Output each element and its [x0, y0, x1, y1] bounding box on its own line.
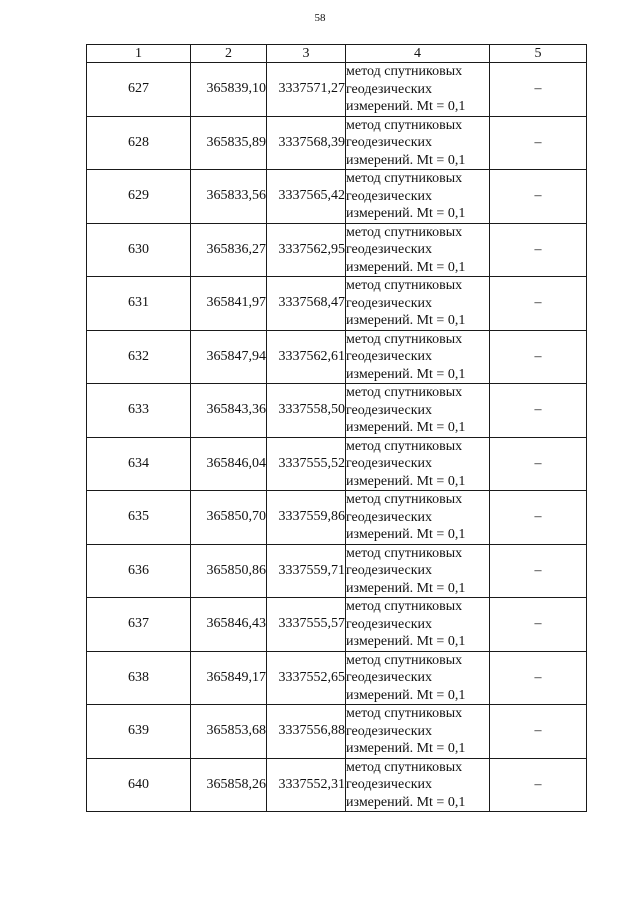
table-row: [87, 544, 587, 598]
error-cell: –: [490, 330, 587, 384]
y-coordinate-cell: 3337555,52: [267, 437, 346, 491]
x-coordinate-cell: 365841,97: [191, 277, 267, 331]
method-line: метод спутниковых: [346, 438, 463, 454]
point-number-cell: 639: [87, 705, 191, 759]
x-coordinate-cell: 365846,04: [191, 437, 267, 491]
point-number-cell: 635: [87, 491, 191, 545]
method-line: геодезических: [346, 563, 433, 578]
table-row: [87, 705, 587, 759]
y-coordinate-cell: 3337562,95: [267, 223, 346, 277]
point-number-cell: 633: [87, 384, 191, 438]
method-line: геодезических: [346, 777, 433, 792]
method-line: измерений. Mt = 0,1: [346, 473, 466, 489]
method-line: геодезических: [346, 616, 433, 632]
y-coordinate-cell: 3337558,50: [267, 384, 346, 438]
point-number-cell: 640: [87, 758, 191, 812]
method-line: метод спутниковых: [346, 331, 463, 347]
point-number-cell: 629: [87, 170, 191, 224]
method-line: измерений. Mt = 0,1: [346, 366, 466, 382]
method-line: геодезических: [346, 402, 433, 418]
method-line: метод спутниковых: [346, 117, 463, 133]
method-line: геодезических: [346, 723, 433, 739]
method-line: геодезических: [346, 242, 433, 257]
table-row: [87, 277, 587, 331]
x-coordinate-cell: 365835,89: [191, 116, 267, 170]
error-cell: –: [490, 705, 587, 759]
x-coordinate-cell: 365847,94: [191, 330, 267, 384]
method-line: геодезических: [346, 135, 433, 150]
x-coordinate-cell: 365850,86: [191, 544, 267, 598]
method-line: метод спутниковых: [346, 492, 463, 507]
table-row: [87, 437, 587, 491]
point-number-cell: 632: [87, 330, 191, 384]
point-number-cell: 627: [87, 63, 191, 117]
point-number-cell: 638: [87, 651, 191, 705]
method-line: геодезических: [346, 295, 433, 311]
method-cell: [346, 758, 490, 812]
method-line: метод спутниковых: [346, 599, 463, 614]
y-coordinate-cell: 3337568,47: [267, 277, 346, 331]
error-cell: –: [490, 437, 587, 491]
error-cell: –: [490, 544, 587, 598]
y-coordinate-cell: 3337568,39: [267, 116, 346, 170]
method-line: метод спутниковых: [346, 64, 463, 79]
method-cell: [346, 651, 490, 705]
method-cell: [346, 544, 490, 598]
x-coordinate-cell: 365849,17: [191, 651, 267, 705]
method-line: измерений. Mt = 0,1: [346, 420, 466, 435]
method-line: геодезических: [346, 81, 433, 97]
header-col-1: 1: [87, 45, 191, 63]
method-line: метод спутниковых: [346, 385, 463, 400]
table-header-row: [87, 45, 587, 63]
method-cell: [346, 705, 490, 759]
header-col-3: 3: [267, 45, 346, 63]
error-cell: –: [490, 223, 587, 277]
method-line: геодезических: [346, 456, 433, 471]
error-cell: –: [490, 277, 587, 331]
method-line: измерений. Mt = 0,1: [346, 634, 466, 649]
x-coordinate-cell: 365850,70: [191, 491, 267, 545]
method-cell: [346, 223, 490, 277]
x-coordinate-cell: 365833,56: [191, 170, 267, 224]
table-row: [87, 598, 587, 652]
method-line: измерений. Mt = 0,1: [346, 259, 466, 275]
error-cell: –: [490, 384, 587, 438]
method-line: измерений. Mt = 0,1: [346, 580, 466, 596]
y-coordinate-cell: 3337562,61: [267, 330, 346, 384]
y-coordinate-cell: 3337555,57: [267, 598, 346, 652]
error-cell: –: [490, 651, 587, 705]
point-number-cell: 636: [87, 544, 191, 598]
x-coordinate-cell: 365858,26: [191, 758, 267, 812]
method-line: измерений. Mt = 0,1: [346, 687, 466, 703]
error-cell: –: [490, 758, 587, 812]
method-cell: [346, 437, 490, 491]
method-cell: [346, 384, 490, 438]
table-row: [87, 116, 587, 170]
table-row: [87, 170, 587, 224]
method-cell: [346, 330, 490, 384]
method-line: измерений. Mt = 0,1: [346, 313, 466, 328]
y-coordinate-cell: 3337565,42: [267, 170, 346, 224]
table-row: [87, 384, 587, 438]
point-number-cell: 628: [87, 116, 191, 170]
header-col-2: 2: [191, 45, 267, 63]
method-line: метод спутниковых: [346, 706, 463, 721]
method-cell: [346, 170, 490, 224]
table-row: [87, 223, 587, 277]
point-number-cell: 631: [87, 277, 191, 331]
method-line: геодезических: [346, 349, 433, 364]
y-coordinate-cell: 3337552,31: [267, 758, 346, 812]
y-coordinate-cell: 3337571,27: [267, 63, 346, 117]
table-row: [87, 651, 587, 705]
method-line: измерений. Mt = 0,1: [346, 527, 466, 542]
method-line: геодезических: [346, 670, 433, 685]
point-number-cell: 630: [87, 223, 191, 277]
method-line: измерений. Mt = 0,1: [346, 99, 466, 114]
y-coordinate-cell: 3337556,88: [267, 705, 346, 759]
point-number-cell: 634: [87, 437, 191, 491]
error-cell: –: [490, 63, 587, 117]
error-cell: –: [490, 116, 587, 170]
method-line: геодезических: [346, 188, 433, 204]
header-col-5: 5: [490, 45, 587, 63]
page-number: 58: [314, 12, 326, 24]
method-cell: [346, 116, 490, 170]
x-coordinate-cell: 365846,43: [191, 598, 267, 652]
table-row: [87, 63, 587, 117]
method-line: измерений. Mt = 0,1: [346, 741, 466, 756]
x-coordinate-cell: 365836,27: [191, 223, 267, 277]
method-line: измерений. Mt = 0,1: [346, 206, 466, 221]
method-cell: [346, 63, 490, 117]
method-cell: [346, 277, 490, 331]
x-coordinate-cell: 365839,10: [191, 63, 267, 117]
error-cell: –: [490, 170, 587, 224]
method-line: геодезических: [346, 509, 433, 525]
header-col-4: 4: [346, 45, 490, 63]
point-number-cell: 637: [87, 598, 191, 652]
table-row: [87, 758, 587, 812]
table-row: [87, 330, 587, 384]
method-cell: [346, 598, 490, 652]
y-coordinate-cell: 3337552,65: [267, 651, 346, 705]
method-line: измерений. Mt = 0,1: [346, 152, 466, 168]
method-line: измерений. Mt = 0,1: [346, 794, 466, 810]
method-line: метод спутниковых: [346, 759, 463, 775]
method-line: метод спутниковых: [346, 545, 463, 561]
y-coordinate-cell: 3337559,86: [267, 491, 346, 545]
error-cell: –: [490, 491, 587, 545]
x-coordinate-cell: 365843,36: [191, 384, 267, 438]
method-line: метод спутниковых: [346, 171, 463, 186]
table-row: [87, 491, 587, 545]
error-cell: –: [490, 598, 587, 652]
method-line: метод спутниковых: [346, 224, 463, 240]
method-line: метод спутниковых: [346, 278, 463, 293]
method-cell: [346, 491, 490, 545]
coordinates-table: [86, 44, 587, 812]
y-coordinate-cell: 3337559,71: [267, 544, 346, 598]
x-coordinate-cell: 365853,68: [191, 705, 267, 759]
method-line: метод спутниковых: [346, 652, 463, 668]
table-body: [87, 45, 587, 812]
